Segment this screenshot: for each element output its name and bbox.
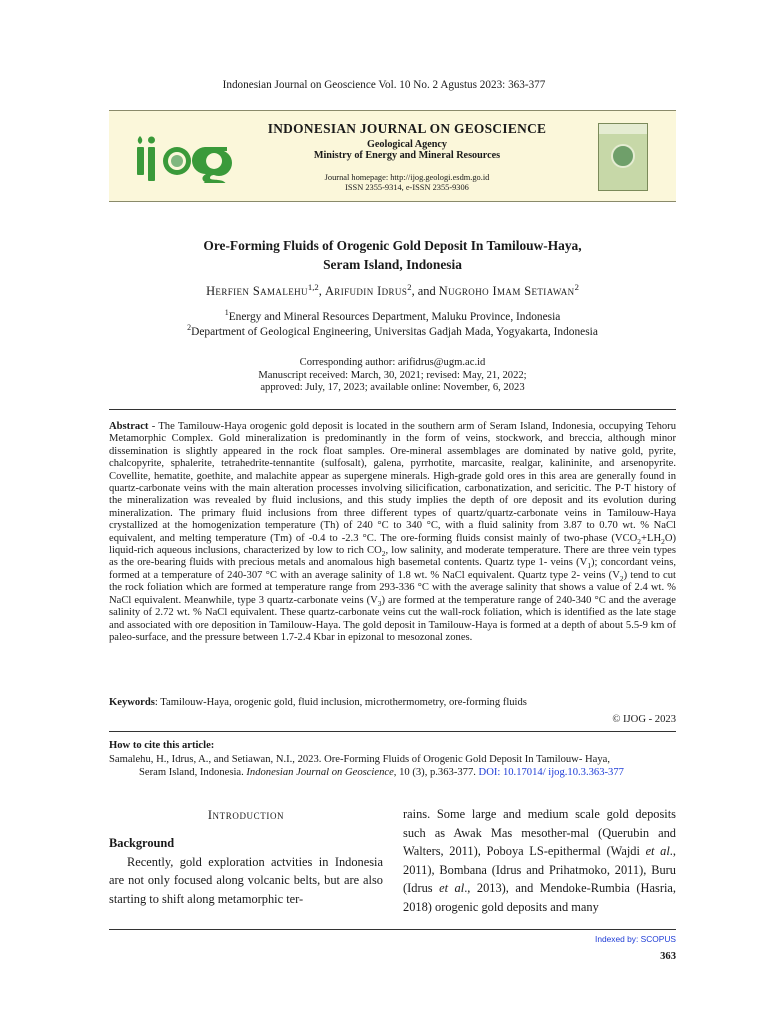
agency-name: Geological Agency bbox=[366, 139, 448, 150]
author-3: Nugroho Imam Setiawan bbox=[438, 284, 575, 298]
abstract-text: O) liquid-rich aqueous inclusions, characterized by low to rich CO bbox=[109, 532, 676, 557]
author-3-affil: 2 bbox=[574, 281, 579, 292]
etal: et al bbox=[439, 881, 465, 896]
citation-line-2 bbox=[109, 766, 676, 779]
corresponding-author[interactable]: Corresponding author: arifidrus@ugm.ac.id bbox=[299, 357, 486, 368]
divider-bottom bbox=[109, 731, 676, 732]
author-sep-2: , and bbox=[411, 284, 439, 298]
abstract-text: ) tend to cut the rock foliation which are formed at temperature range from 293-336 °C with the average salinity that shows a value of 2.4 wt. % NaCl equivalent. Meanwhile, type 3 quartz-carbonate veins (V bbox=[109, 569, 676, 606]
keywords-text: : Tamilouw-Haya, orogenic gold, fluid inclusion, microthermometry, ore-forming fluids bbox=[154, 697, 527, 708]
abstract-sub: 2 bbox=[661, 536, 665, 546]
paragraph: Recently, gold exploration actvities in Indonesia are not only focused along volcanic belts, but are also starting to shift along metamorphic ter- bbox=[109, 854, 383, 906]
article-title bbox=[109, 236, 676, 274]
title-line-2: Seram Island, Indonesia bbox=[323, 257, 462, 272]
approval-dates: approved: July, 17, 2023; available online: November, 6, 2023 bbox=[260, 382, 525, 393]
cite-heading: How to cite this article: bbox=[109, 740, 215, 751]
abstract bbox=[109, 421, 676, 644]
citation bbox=[109, 753, 676, 779]
affiliation-1 bbox=[109, 310, 676, 325]
abstract-text: The Tamilouw-Haya orogenic gold deposit is located in the southern arm of Seram Island, Indonesia, occupying Tehoru Metamorphic Complex. Gold mineralization is predominantly in the form of veins, stockwork, and breccia, although minor dissemination is slightly appeared in the rock float samples. Ore-mineral assemblages are dominated by native gold, pyrite, chalcopyrite, sphalerite, tetrahedrite-tennantite (sulfosalt), galena, pyrrhotite, marcasite, realgar, kalininite, and arsenopyrite. Covellite, hematite, goethite, and malachite appear as supergene minerals. High-grade gold ores in this area are generally found in quartz-carbonate veins with the main alteration processes involving silicification, carbonatization, and sericitic. The P-T history of the mineralization was revealed by fluid inclusions, and this study implies the depth of ore deposit and its evolution during mineralization. The primary fluid inclusions from three different types of quartz/quartz-carbonate veins in Tamilouw-Haya crystallized at the homogenization temperature (Th) of 240 °C to 340 °C, with a fluid salinity from 3.87 to 0.70 wt. % NaCl equivalent, and melting temperature (Tm) of -0.4 to -2.3 °C. The ore-forming fluids consist mainly of two-phase (VCO bbox=[109, 421, 676, 544]
author-sep-1: , bbox=[318, 284, 325, 298]
abstract-text: ) are formed at the temperature range of 240-340 °C and the average salinity of 2.72 wt. % NaCl equivalent. These quartz-carbonate veins cut the wall-rock foliation, which is identified as the late stage and associated with ore deposition in Tamilouw-Haya. The gold deposit in Tamilouw-Haya is formed at a depth of about 5.5-9 km of paleo-surface, and the pressure between 1.7-2.4 Kbar in epizonal to mesozonal zones. bbox=[109, 594, 676, 643]
abstract-label: Abstract bbox=[109, 421, 149, 432]
correspondence bbox=[109, 357, 676, 395]
keywords-label: Keywords bbox=[109, 697, 155, 708]
cover-band bbox=[599, 124, 647, 134]
citation-line-1: Samalehu, H., Idrus, A., and Setiawan, N.I., 2023. Ore-Forming Fluids of Orogenic Gold Deposit In Tamilouw- Haya, bbox=[109, 754, 611, 765]
body-column-left bbox=[109, 806, 383, 908]
abstract-sub: 3 bbox=[377, 598, 382, 608]
page-number: 363 bbox=[660, 951, 676, 962]
journal-banner bbox=[109, 110, 676, 202]
paragraph-text: rains. Some large and medium scale gold deposits such as Awak Mas mesother-mal (Querubin and Walters, 2011), Poboya LS-epithermal (Wajdi bbox=[403, 807, 676, 859]
ijog-logo-icon bbox=[135, 133, 233, 183]
issn: ISSN 2355-9314, e-ISSN 2355-9306 bbox=[345, 183, 469, 192]
abstract-dash: - bbox=[148, 421, 159, 432]
affiliation-1-mark: 1 bbox=[224, 308, 229, 318]
author-1: Herfien Samalehu bbox=[206, 284, 308, 298]
banner-text bbox=[237, 121, 577, 192]
citation-text: , 10 (3), p.363-377. bbox=[393, 767, 479, 778]
affiliations bbox=[109, 310, 676, 340]
journal-name: INDONESIAN JOURNAL ON GEOSCIENCE bbox=[267, 121, 547, 136]
affiliation-2-mark: 2 bbox=[187, 323, 192, 333]
title-line-1: Ore-Forming Fluids of Orogenic Gold Deposit In Tamilouw-Haya, bbox=[203, 238, 582, 253]
abstract-text: ); concordant veins, formed at a temperature of 240-307 °C with an average salinity of 1.8 wt. % NaCl equivalent. Quartz type 2- veins (V bbox=[109, 557, 676, 581]
journal-cover-thumbnail bbox=[598, 123, 648, 191]
author-2-affil: 2 bbox=[407, 281, 412, 292]
citation-journal: Indonesian Journal on Geoscience bbox=[246, 767, 394, 778]
citation-text: Seram Island, Indonesia. bbox=[139, 767, 247, 778]
body-column-right bbox=[403, 805, 676, 917]
abstract-sub: 2 bbox=[381, 549, 386, 559]
affiliation-2 bbox=[109, 325, 676, 340]
copyright: © IJOG - 2023 bbox=[612, 714, 676, 725]
globe-icon bbox=[611, 144, 635, 168]
abstract-sub: 2 bbox=[637, 536, 641, 546]
author-2: Arifudin Idrus bbox=[324, 284, 408, 298]
affiliation-2-text: Department of Geological Engineering, Universitas Gadjah Mada, Yogyakarta, Indonesia bbox=[191, 326, 598, 338]
section-heading: Introduction bbox=[207, 808, 285, 822]
journal-homepage[interactable]: Journal homepage: http://ijog.geologi.esdm.go.id bbox=[324, 173, 490, 182]
abstract-sub: 1 bbox=[587, 561, 592, 571]
etal: et al bbox=[645, 844, 670, 859]
author-list bbox=[109, 281, 676, 299]
affiliation-1-text: Energy and Mineral Resources Department, Maluku Province, Indonesia bbox=[228, 311, 561, 323]
paragraph-text: ., 2011), Bombana (Idrus and Prihatmoko, 2011), Buru (Idrus bbox=[403, 844, 676, 896]
footer-divider bbox=[109, 929, 676, 930]
ministry-name: Ministry of Energy and Mineral Resources bbox=[313, 150, 501, 161]
divider-top bbox=[109, 409, 676, 410]
keywords bbox=[109, 697, 676, 708]
author-1-affil: 1,2 bbox=[307, 281, 319, 292]
indexed-by[interactable]: Indexed by: SCOPUS bbox=[595, 934, 676, 944]
paragraph-text: ., 2013), and Mendoke-Rumbia (Hasria, 2018) orogenic gold deposits and many bbox=[403, 881, 676, 914]
abstract-text: , low salinity, and moderate temperature. There are three vein types as the ore-bearing fluids with precious metals and anomalous high basemetal contents. Quartz type 1- veins (V bbox=[109, 545, 676, 569]
manuscript-dates: Manuscript received: March, 30, 2021; revised: May, 21, 2022; bbox=[258, 369, 527, 381]
abstract-sub: 2 bbox=[619, 573, 624, 583]
doi-link[interactable]: DOI: 10.17014/ ijog.10.3.363-377 bbox=[478, 767, 624, 778]
subsection-heading: Background bbox=[109, 836, 175, 851]
abstract-text: +LH bbox=[641, 532, 662, 544]
running-head: Indonesian Journal on Geoscience Vol. 10 No. 2 Agustus 2023: 363-377 bbox=[222, 79, 546, 91]
